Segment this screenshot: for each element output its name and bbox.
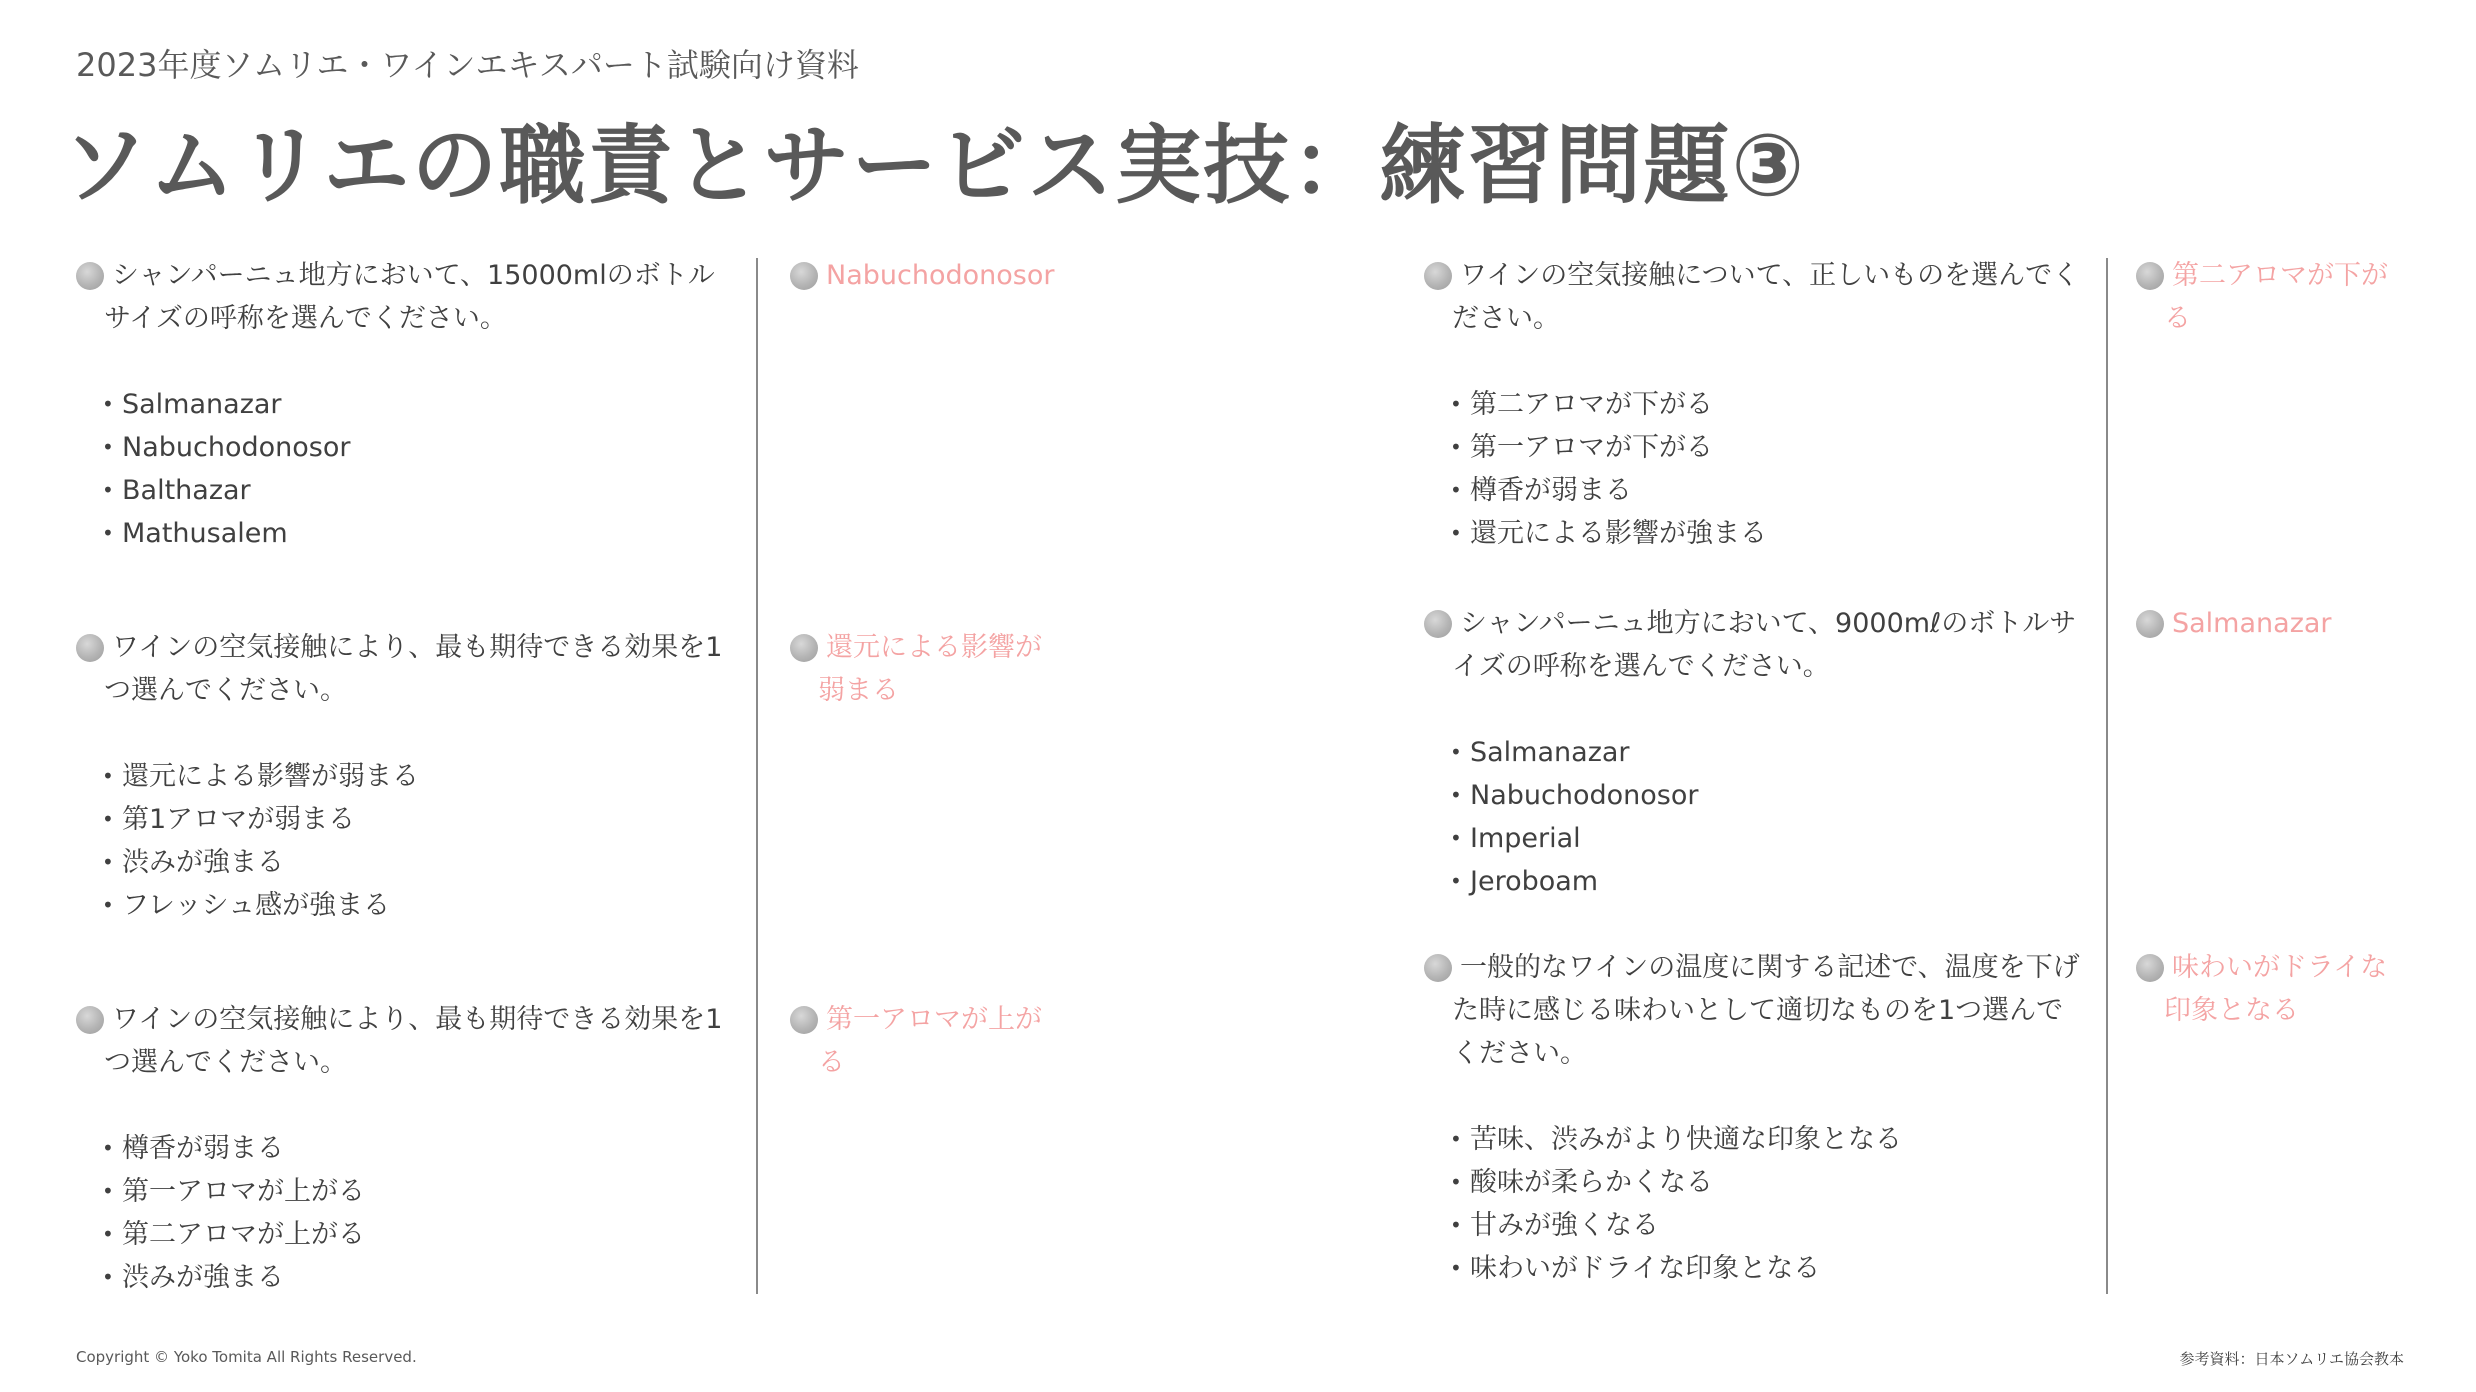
option-item: • Salmanazar <box>102 383 736 426</box>
option-item: • Balthazar <box>102 469 736 512</box>
answer-text: 第二アロマが下がる <box>2164 260 2388 334</box>
option-item: • 樽香が弱まる <box>102 1127 736 1170</box>
page-title: ソムリエの職責とサービス実技：練習問題③ <box>62 116 1807 216</box>
answer-text: Salmanazar <box>2172 608 2332 639</box>
option-item: • 甘みが強くなる <box>1450 1204 2084 1247</box>
bullet-circle-icon <box>1424 262 1452 290</box>
answer-block-2 <box>790 626 1050 712</box>
option-list <box>76 1127 736 1299</box>
bullet-circle-icon <box>76 262 104 290</box>
bullet-circle-icon <box>790 262 818 290</box>
option-list <box>76 383 736 555</box>
option-list <box>76 755 736 927</box>
option-item: • Salmanazar <box>1450 731 2084 774</box>
answer-block-1 <box>790 254 1055 297</box>
question-block-5 <box>1424 602 2084 903</box>
question-text: 一般的なワインの温度に関する記述で、温度を下げた時に感じる味わいとして適切なものを1つ選んでください。 <box>1452 952 2080 1069</box>
question-text: シャンパーニュ地方において、15000mlのボトルサイズの呼称を選んでください。 <box>104 260 715 334</box>
question-block-6 <box>1424 946 2084 1290</box>
answer-text: 第一アロマが上がる <box>818 1004 1042 1078</box>
option-item: • 第二アロマが下がる <box>1450 383 2084 426</box>
option-item: • Imperial <box>1450 817 2084 860</box>
column-divider-left <box>756 258 758 1294</box>
question-block-4 <box>1424 254 2084 555</box>
bullet-circle-icon <box>1424 954 1452 982</box>
bullet-circle-icon <box>790 1006 818 1034</box>
option-item: • フレッシュ感が強まる <box>102 884 736 927</box>
option-list <box>1424 1118 2084 1290</box>
option-item: • 還元による影響が強まる <box>1450 512 2084 555</box>
option-item: • 第一アロマが上がる <box>102 1170 736 1213</box>
question-block-2 <box>76 626 736 927</box>
option-item: • 第1アロマが弱まる <box>102 798 736 841</box>
option-list <box>1424 383 2084 555</box>
reference-note: 参考資料：日本ソムリエ協会教本 <box>2179 1350 2404 1368</box>
option-item: • 渋みが強まる <box>102 1256 736 1299</box>
answer-text: 味わいがドライな印象となる <box>2164 952 2388 1026</box>
option-item: • Jeroboam <box>1450 860 2084 903</box>
bullet-circle-icon <box>2136 262 2164 290</box>
answer-block-5 <box>2136 602 2396 645</box>
option-item: • 第二アロマが上がる <box>102 1213 736 1256</box>
option-item: • 苦味、渋みがより快適な印象となる <box>1450 1118 2084 1161</box>
question-block-3 <box>76 998 736 1299</box>
answer-block-4 <box>2136 254 2396 340</box>
copyright-notice: Copyright © Yoko Tomita All Rights Reserved. <box>76 1348 417 1366</box>
answer-text: 還元による影響が弱まる <box>818 632 1042 706</box>
question-text: ワインの空気接触により、最も期待できる効果を1つ選んでください。 <box>104 632 723 706</box>
answer-block-6 <box>2136 946 2396 1032</box>
bullet-circle-icon <box>790 634 818 662</box>
column-divider-right <box>2106 258 2108 1294</box>
answer-text: Nabuchodonosor <box>826 260 1055 291</box>
option-item: • Mathusalem <box>102 512 736 555</box>
bullet-circle-icon <box>76 1006 104 1034</box>
bullet-circle-icon <box>76 634 104 662</box>
bullet-circle-icon <box>2136 954 2164 982</box>
question-text: シャンパーニュ地方において、9000mℓのボトルサイズの呼称を選んでください。 <box>1452 608 2077 682</box>
option-item: • 樽香が弱まる <box>1450 469 2084 512</box>
bullet-circle-icon <box>2136 610 2164 638</box>
option-list <box>1424 731 2084 903</box>
option-item: • 味わいがドライな印象となる <box>1450 1247 2084 1290</box>
option-item: • 第一アロマが下がる <box>1450 426 2084 469</box>
option-item: • 渋みが強まる <box>102 841 736 884</box>
option-item: • Nabuchodonosor <box>1450 774 2084 817</box>
option-item: • 酸味が柔らかくなる <box>1450 1161 2084 1204</box>
option-item: • Nabuchodonosor <box>102 426 736 469</box>
question-block-1 <box>76 254 736 555</box>
option-item: • 還元による影響が弱まる <box>102 755 736 798</box>
question-text: ワインの空気接触について、正しいものを選んでください。 <box>1452 260 2080 334</box>
bullet-circle-icon <box>1424 610 1452 638</box>
question-text: ワインの空気接触により、最も期待できる効果を1つ選んでください。 <box>104 1004 723 1078</box>
answer-block-3 <box>790 998 1050 1084</box>
page-subtitle: 2023年度ソムリエ・ワインエキスパート試験向け資料 <box>76 46 859 84</box>
